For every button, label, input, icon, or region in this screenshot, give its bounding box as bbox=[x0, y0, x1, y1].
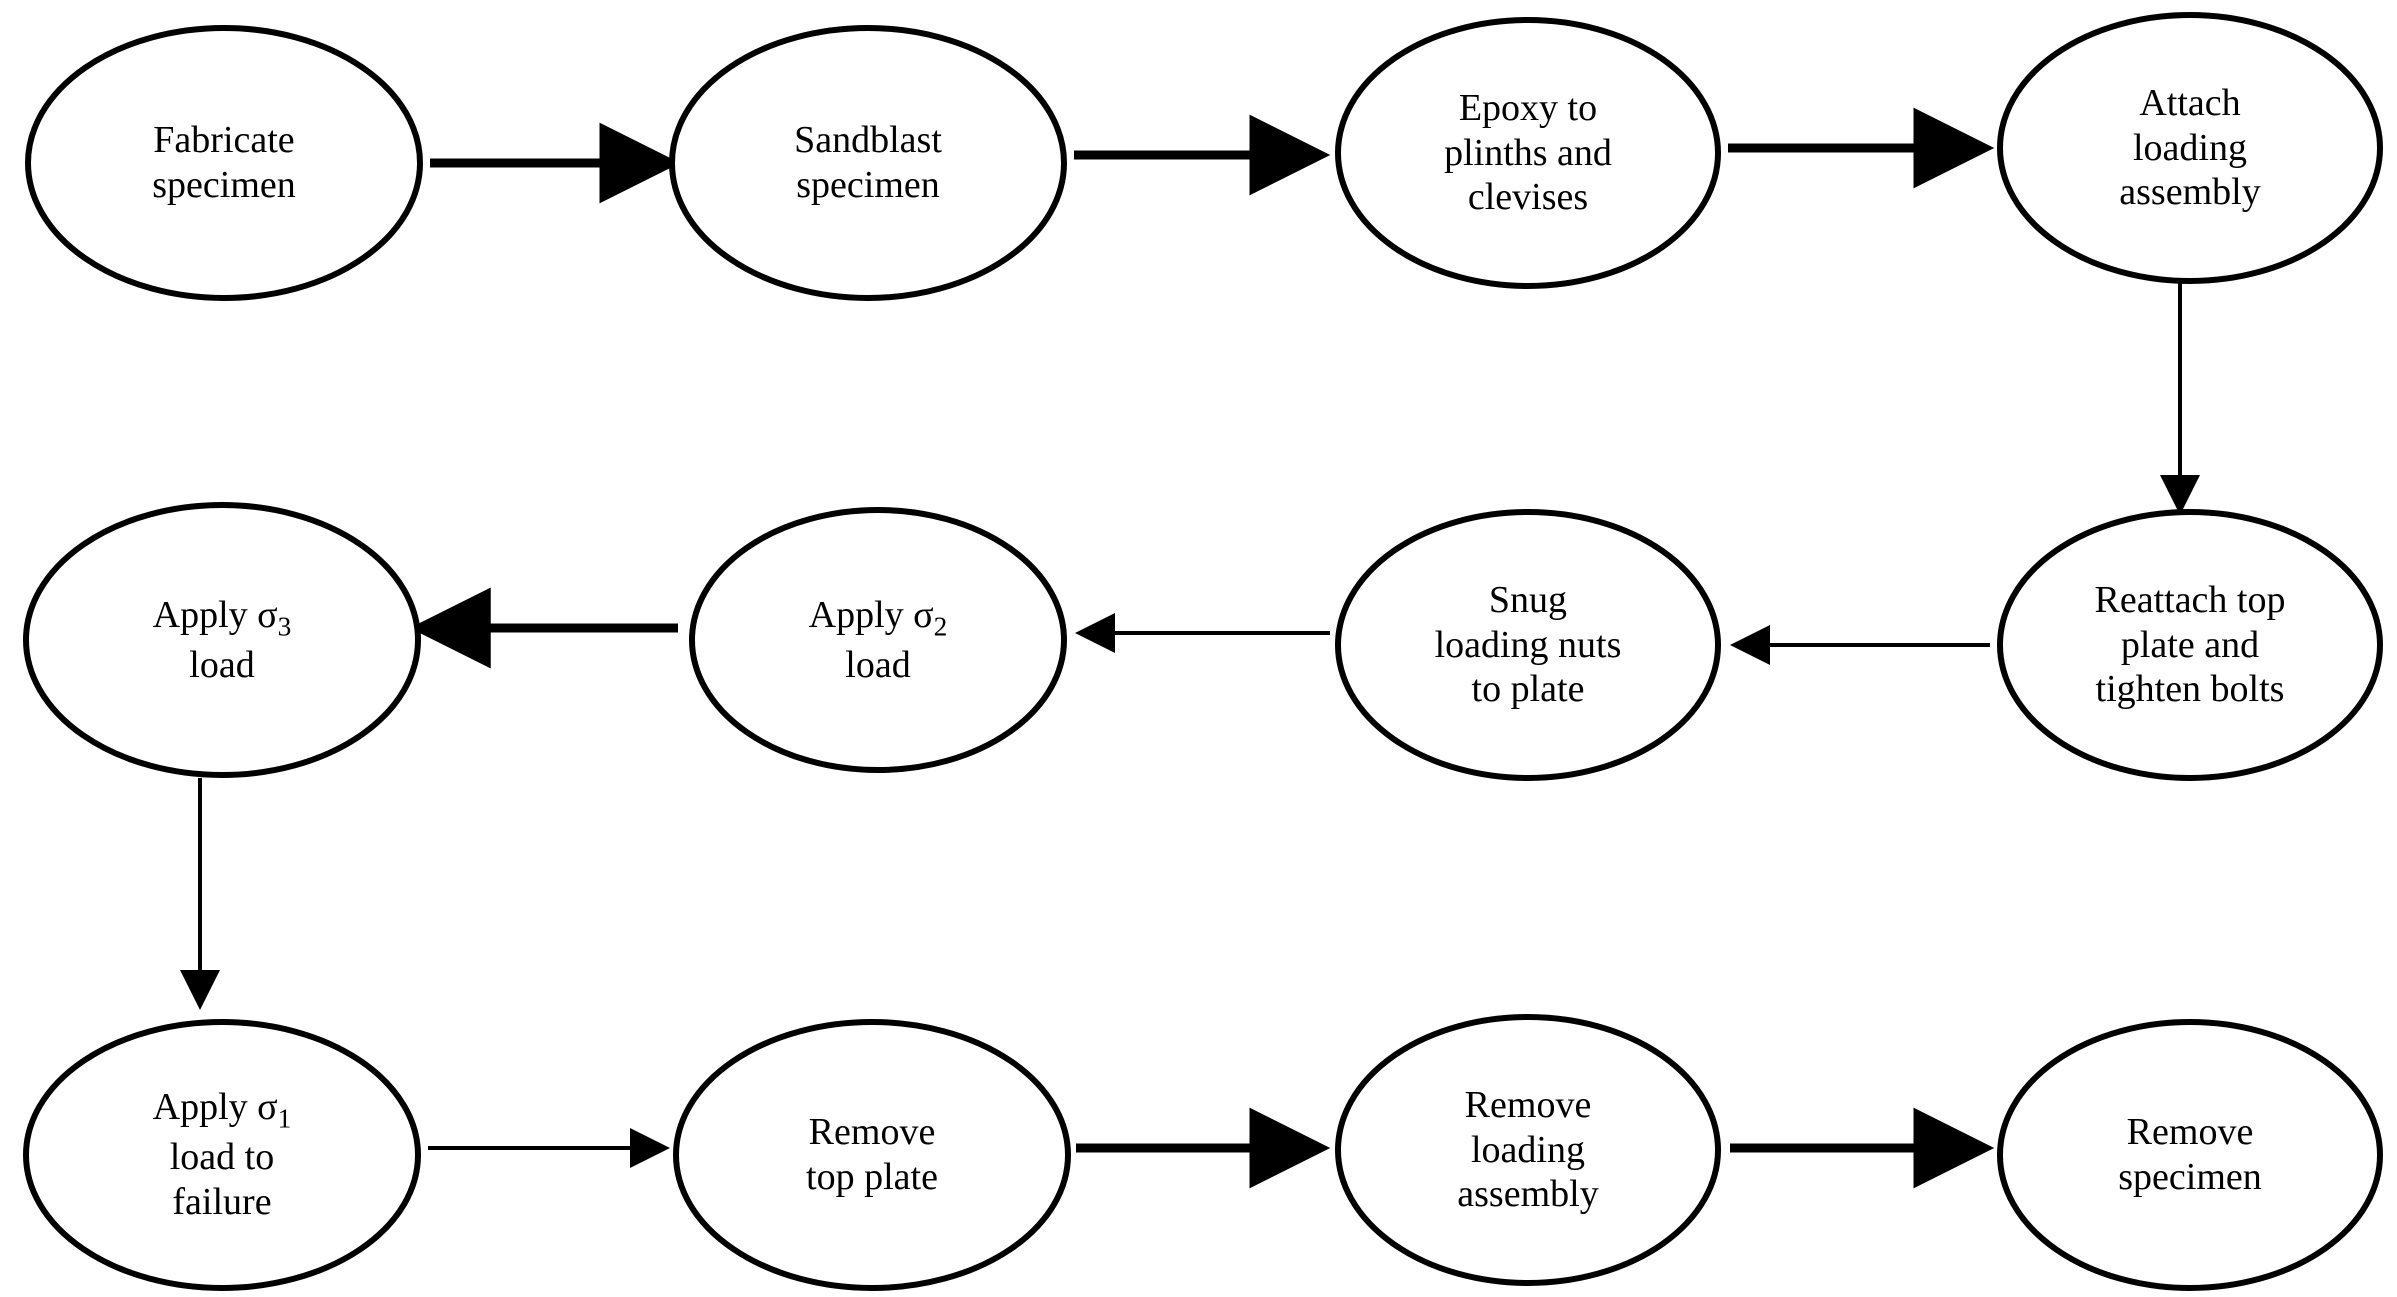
node-label-text: Remove loading assembly bbox=[1457, 1083, 1599, 1216]
node-label-text: Fabricate specimen bbox=[152, 119, 296, 206]
nodes-layer bbox=[26, 15, 2380, 1288]
node-n8[interactable] bbox=[26, 505, 418, 775]
node-label-text: Snug loading nuts to plate bbox=[1434, 578, 1622, 711]
node-label-text: Remove top plate bbox=[806, 1111, 938, 1198]
node-label-text: Remove specimen bbox=[2118, 1111, 2262, 1198]
node-n5[interactable] bbox=[2000, 512, 2380, 778]
node-label-text: Reattach top plate and tighten bolts bbox=[2094, 578, 2286, 711]
node-label-text: Sandblast specimen bbox=[794, 119, 942, 206]
node-n1[interactable] bbox=[28, 28, 420, 298]
node-n6[interactable] bbox=[1338, 512, 1718, 778]
node-label-text: Attach loading assembly bbox=[2119, 81, 2261, 214]
node-label-text: Epoxy to plinths and clevises bbox=[1444, 86, 1612, 219]
node-n9[interactable] bbox=[26, 1022, 418, 1288]
node-label-text: Apply $\sigma_1$ load to failure bbox=[152, 1086, 292, 1223]
node-n2[interactable] bbox=[672, 28, 1064, 298]
edges-layer bbox=[200, 148, 2180, 1148]
node-n4[interactable] bbox=[2000, 15, 2380, 281]
node-label-text: Apply $\sigma_2$ load bbox=[808, 593, 948, 686]
node-n7[interactable] bbox=[692, 510, 1064, 770]
node-n3[interactable] bbox=[1338, 20, 1718, 286]
node-label-text: Apply $\sigma_3$ load bbox=[152, 593, 292, 686]
node-n10[interactable] bbox=[676, 1022, 1068, 1288]
node-n11[interactable] bbox=[1338, 1017, 1718, 1283]
node-n12[interactable] bbox=[2000, 1022, 2380, 1288]
